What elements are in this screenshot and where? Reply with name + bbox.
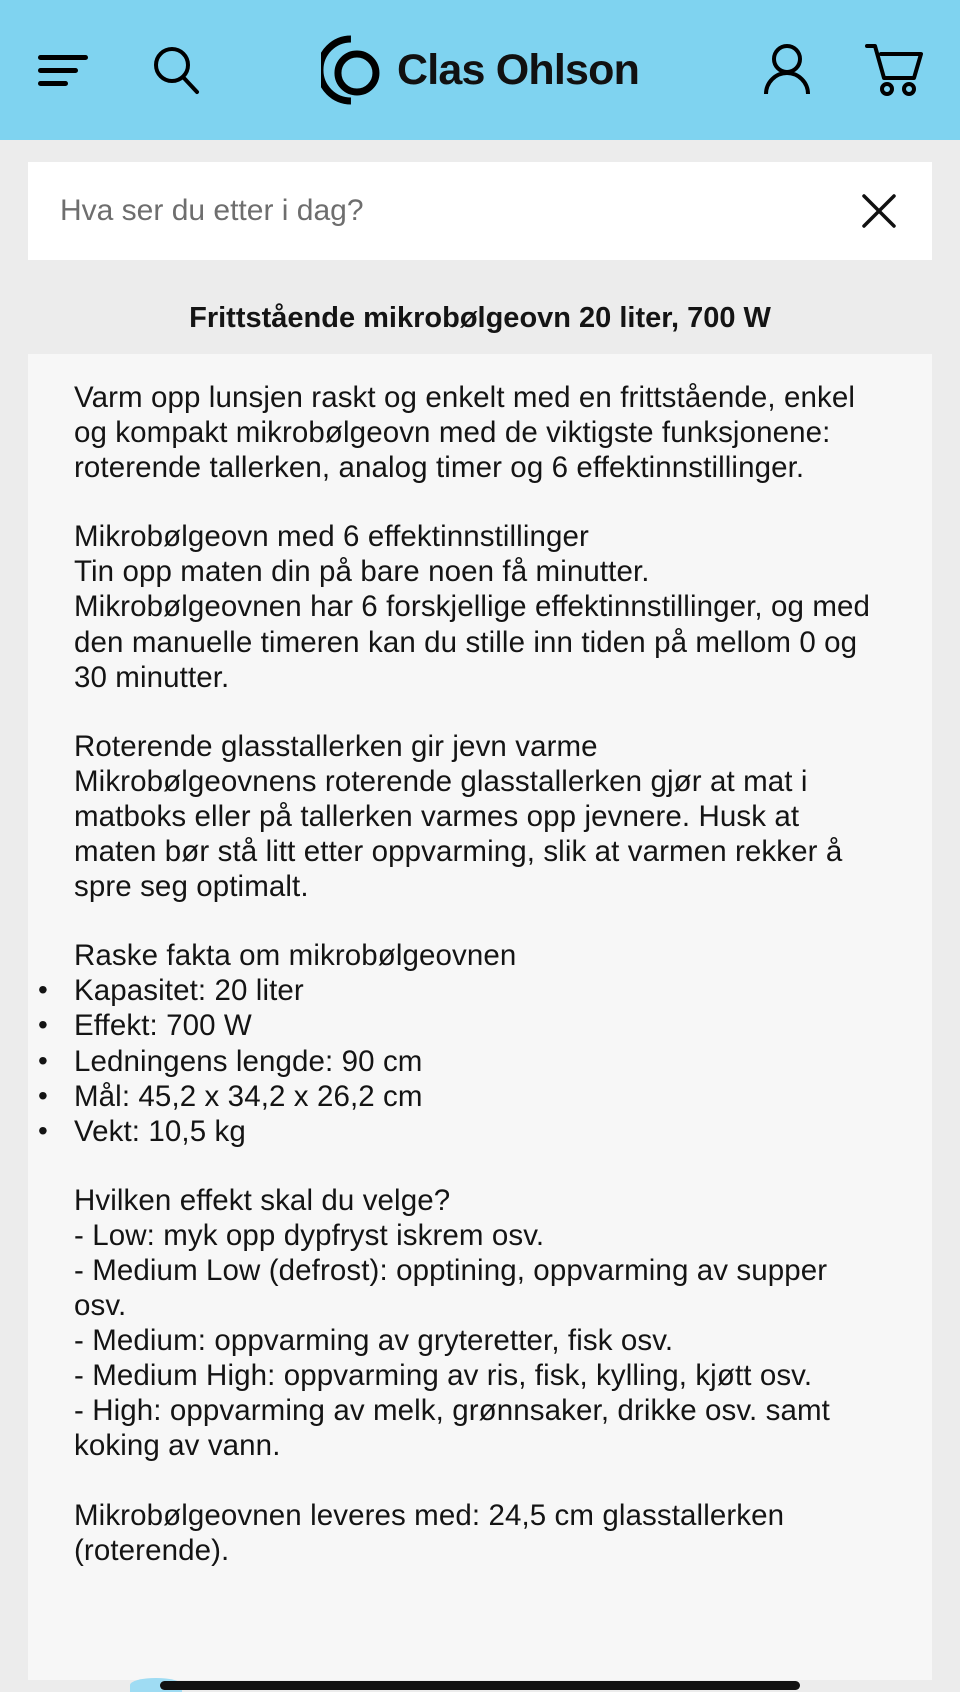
description-intro: Varm opp lunsjen raskt og enkelt med en frittstående, enkel og kompakt mikrobølgeovn med de viktigste funksjonene: roterende tallerken, analog timer og 6 effektinnstillinger. (74, 381, 855, 485)
shopping-cart-icon (864, 42, 924, 98)
search-bar[interactable] (28, 162, 932, 260)
description-scroll-area[interactable] (0, 354, 960, 1692)
paragraph-spacer (74, 1149, 886, 1183)
hamburger-menu-icon (36, 50, 92, 90)
close-x-icon (859, 191, 899, 231)
brand-name: Clas Ohlson (396, 45, 640, 94)
cart-button[interactable] (864, 42, 924, 98)
search-zone (0, 140, 960, 282)
search-input[interactable] (60, 194, 856, 228)
header-left-actions (36, 44, 202, 96)
paragraph-spacer (74, 1464, 886, 1498)
section2-heading: Roterende glasstallerken gir jevn varme (74, 729, 598, 763)
bottom-system-bar (0, 1680, 960, 1692)
home-indicator (160, 1681, 800, 1690)
hamburger-menu-button[interactable] (36, 50, 92, 90)
quick-facts-list (74, 973, 886, 1148)
section1-line2: Mikrobølgeovnen har 6 forskjellige effektinnstillinger, og med den manuelle timeren kan du stille inn tiden på mellom 0 og 30 minutter. (74, 590, 871, 694)
paragraph-spacer (74, 695, 886, 729)
paragraph-spacer (74, 485, 886, 519)
paragraph-spacer (74, 904, 886, 938)
search-icon (150, 44, 202, 96)
list-item: • Kapasitet: 20 liter (74, 973, 886, 1008)
power-level-low: - Low: myk opp dypfryst iskrem osv. (74, 1218, 545, 1252)
list-item: • Mål: 45,2 x 34,2 x 26,2 cm (74, 1079, 886, 1114)
search-close-button[interactable] (856, 188, 902, 234)
section2-body: Mikrobølgeovnens roterende glasstallerken gjør at mat i matboks eller på tallerken varmes opp jevnere. Husk at maten bør stå litt etter oppvarming, slik at varmen rekker å spre seg optimalt. (74, 764, 843, 904)
power-level-medium: - Medium: oppvarming av gryteretter, fisk osv. (74, 1324, 674, 1358)
list-item: • Vekt: 10,5 kg (74, 1114, 886, 1149)
list-item: • Effekt: 700 W (74, 1008, 886, 1043)
facts-heading: Raske fakta om mikrobølgeovnen (74, 939, 517, 973)
product-title-band (0, 282, 960, 354)
page-title: Frittstående mikrobølgeovn 20 liter, 700 W (189, 301, 771, 334)
clas-ohlson-logo-icon (321, 35, 381, 105)
description-panel (28, 354, 932, 1692)
user-account-icon (760, 42, 814, 98)
power-level-medium-high: - Medium High: oppvarming av ris, fisk, kylling, kjøtt osv. (74, 1359, 813, 1393)
power-level-high: - High: oppvarming av melk, grønnsaker, drikke osv. samt koking av vann. (74, 1394, 830, 1463)
product-description (74, 380, 886, 1568)
included-accessories: Mikrobølgeovnen leveres med: 24,5 cm glasstallerken (roterende). (74, 1498, 785, 1567)
list-item: • Ledningens lengde: 90 cm (74, 1044, 886, 1079)
power-heading: Hvilken effekt skal du velge? (74, 1183, 451, 1217)
section1-heading: Mikrobølgeovn med 6 effektinnstillinger (74, 520, 589, 554)
header-right-actions (760, 42, 924, 98)
account-button[interactable] (760, 42, 814, 98)
site-header (0, 0, 960, 140)
section1-line1: Tin opp maten din på bare noen få minutter. (74, 555, 650, 589)
brand-logo[interactable] (321, 35, 639, 105)
search-button[interactable] (150, 44, 202, 96)
power-level-medium-low: - Medium Low (defrost): opptining, oppvarming av supper osv. (74, 1253, 828, 1323)
